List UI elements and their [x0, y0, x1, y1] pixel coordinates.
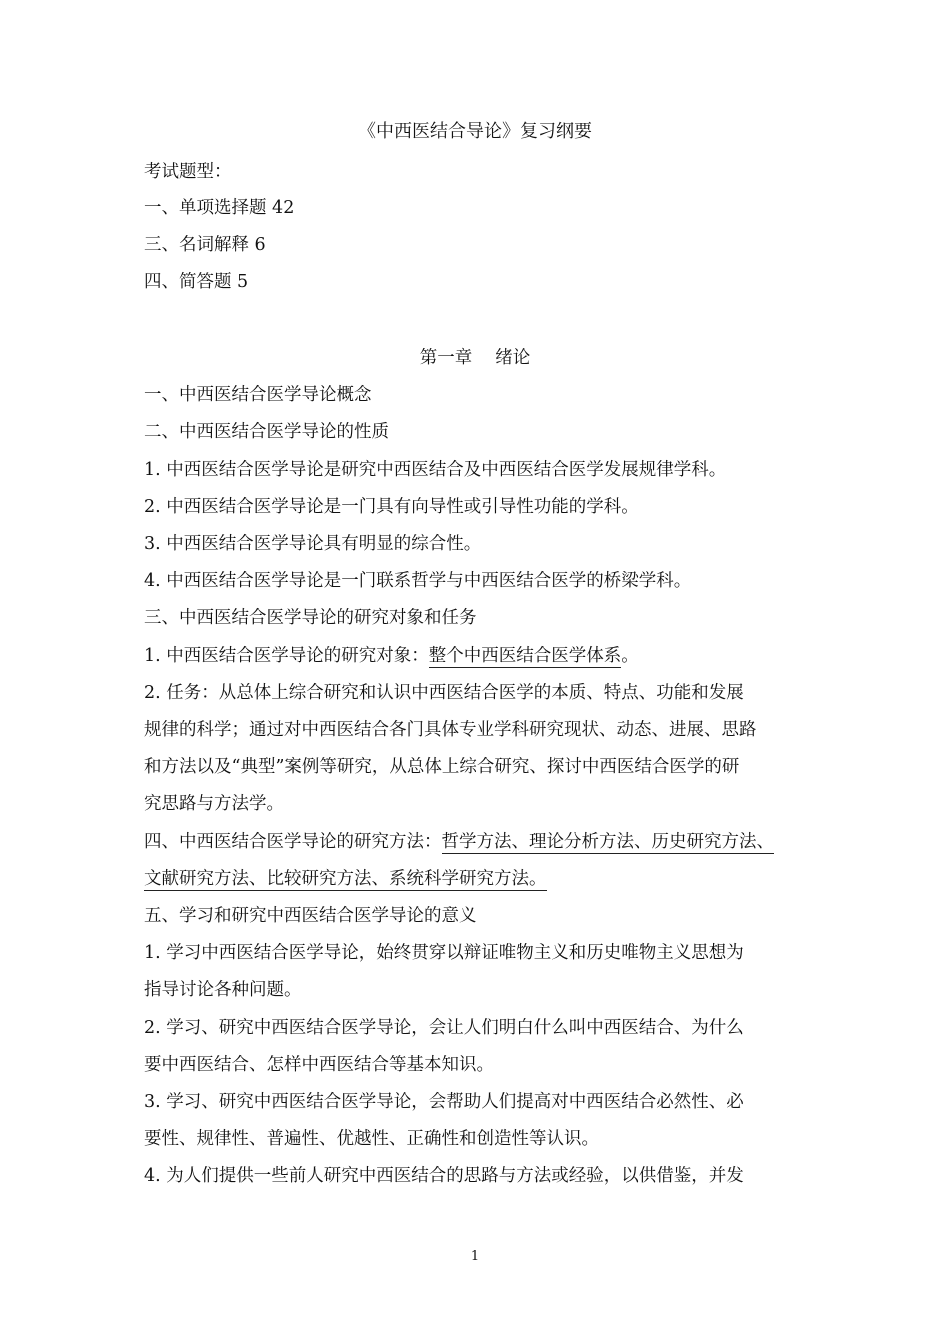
text-span: 四、中西医结合医学导论的研究方法： [144, 832, 442, 852]
paragraph-line: 2. 学习、研究中西医结合医学导论，会让人们明白什么叫中西医结合、为什么 [144, 1018, 744, 1038]
paragraph-line: 要中西医结合、怎样中西医结合等基本知识。 [144, 1055, 494, 1075]
document-title: 《中西医结合导论》复习纲要 [358, 121, 592, 142]
paragraph-line: 3. 中西医结合医学导论具有明显的综合性。 [144, 534, 482, 554]
underlined-text: 文献研究方法、比较研究方法、系统科学研究方法。 [144, 869, 547, 889]
section-heading: 二、中西医结合医学导论的性质 [144, 422, 389, 442]
paragraph-line: 和方法以及“典型”案例等研究，从总体上综合研究、探讨中西医结合医学的研 [144, 757, 740, 777]
underlined-text: 哲学方法、理论分析方法、历史研究方法、 [441, 832, 774, 852]
section-heading: 三、中西医结合医学导论的研究对象和任务 [144, 608, 477, 628]
paragraph-line: 3. 学习、研究中西医结合医学导论，会帮助人们提高对中西医结合必然性、必 [144, 1092, 744, 1112]
exam-item: 三、名词解释 6 [144, 235, 266, 255]
exam-item: 一、单项选择题 42 [144, 198, 295, 218]
chapter-heading: 第一章 绪论 [419, 348, 531, 368]
paragraph-line: 究思路与方法学。 [144, 794, 284, 814]
paragraph-line: 2. 中西医结合医学导论是一门具有向导性或引导性功能的学科。 [144, 497, 639, 517]
paragraph-line: 1. 中西医结合医学导论是研究中西医结合及中西医结合医学发展规律学科。 [144, 460, 727, 480]
paragraph-line: 2. 任务：从总体上综合研究和认识中西医结合医学的本质、特点、功能和发展 [144, 683, 744, 703]
paragraph-line: 指导讨论各种问题。 [144, 980, 302, 1000]
paragraph-line: 要性、规律性、普遍性、优越性、正确性和创造性等认识。 [144, 1129, 599, 1149]
paragraph-line: 1. 学习中西医结合医学导论，始终贯穿以辩证唯物主义和历史唯物主义思想为 [144, 943, 744, 963]
text-span: 1. 中西医结合医学导论的研究对象： [144, 646, 429, 666]
paragraph-line: 4. 为人们提供一些前人研究中西医结合的思路与方法或经验，以供借鉴，并发 [144, 1166, 744, 1186]
paragraph-line [144, 830, 774, 854]
paragraph-line: 规律的科学；通过对中西医结合各门具体专业学科研究现状、动态、进展、思路 [144, 720, 757, 740]
section-heading: 一、中西医结合医学导论概念 [144, 385, 372, 405]
exam-item: 四、简答题 5 [144, 272, 249, 292]
section-heading: 五、学习和研究中西医结合医学导论的意义 [144, 906, 477, 926]
paragraph-line: 4. 中西医结合医学导论是一门联系哲学与中西医结合医学的桥梁学科。 [144, 571, 692, 591]
text-span: 。 [621, 646, 639, 666]
paragraph-line [144, 644, 639, 668]
exam-types-label: 考试题型： [144, 162, 232, 182]
paragraph-line [144, 867, 547, 891]
page-number: 1 [470, 1249, 480, 1264]
underlined-text: 整个中西医结合医学体系 [428, 646, 622, 666]
